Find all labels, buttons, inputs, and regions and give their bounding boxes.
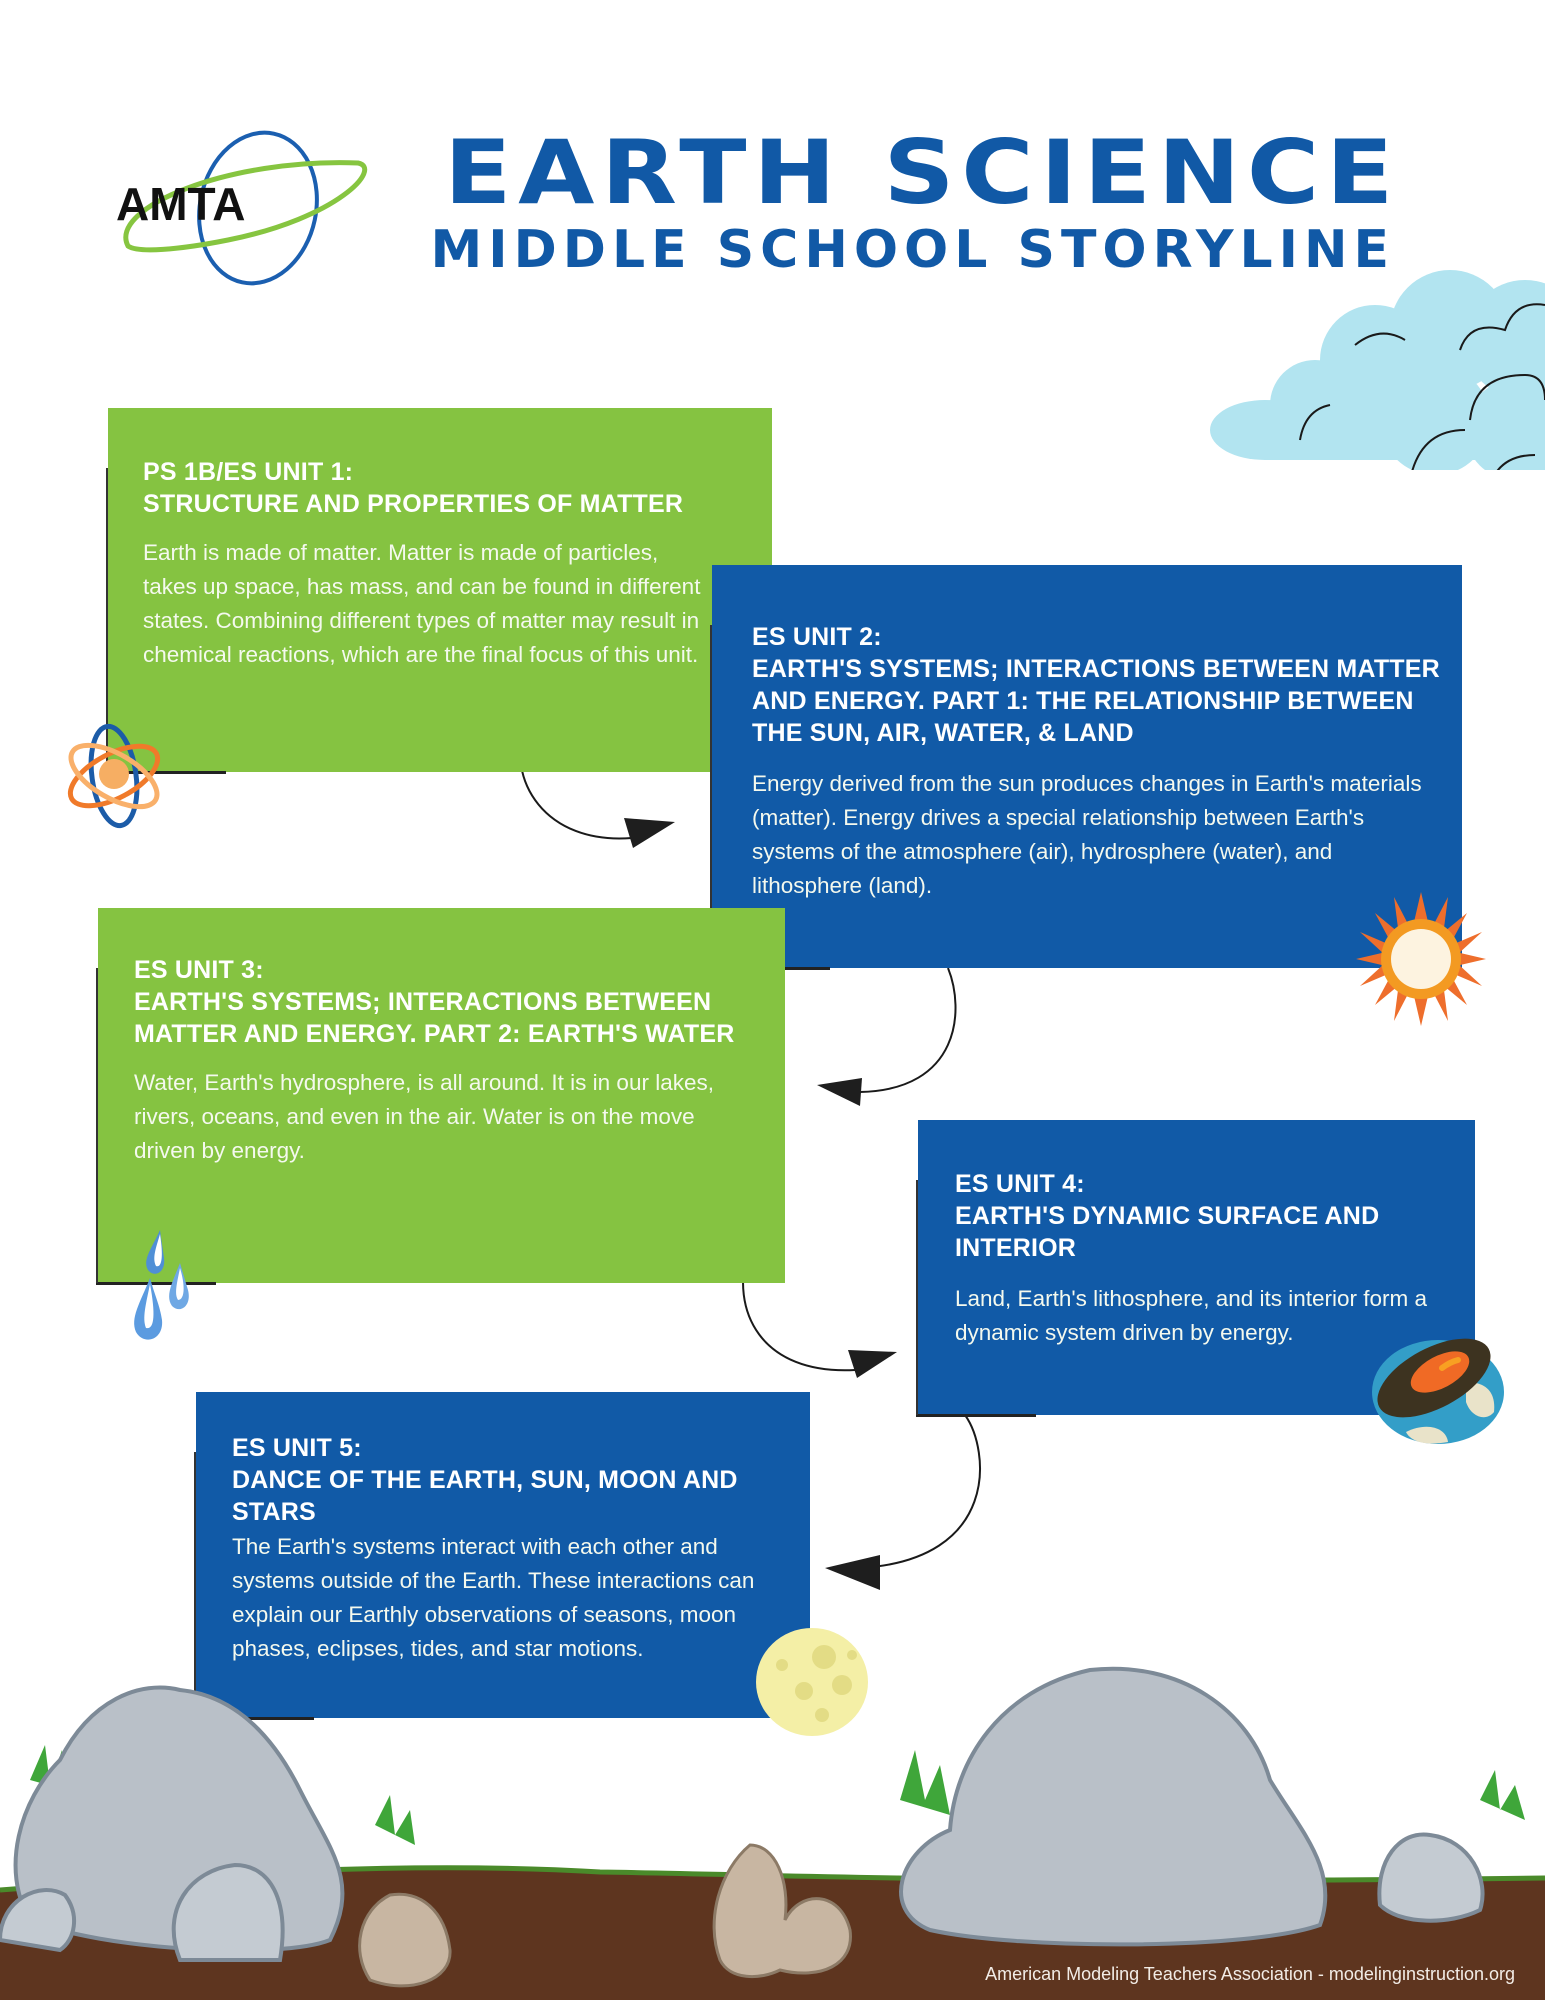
unit-title: EARTH'S SYSTEMS; INTERACTIONS BETWEEN MATTER AND ENERGY. PART 2: EARTH'S WATER bbox=[134, 988, 735, 1048]
unit-label: ES UNIT 5: bbox=[232, 1434, 362, 1462]
box-edge bbox=[96, 968, 98, 1283]
page-subtitle: MIDDLE SCHOOL STORYLINE bbox=[430, 220, 1395, 280]
unit-title: DANCE OF THE EARTH, SUN, MOON AND STARS bbox=[232, 1466, 738, 1526]
unit-title: STRUCTURE AND PROPERTIES OF MATTER bbox=[143, 490, 684, 518]
page-title: EARTH SCIENCE bbox=[444, 121, 1400, 224]
sun-icon bbox=[1356, 892, 1486, 1026]
footer-credit: American Modeling Teachers Association - modelinginstruction.org bbox=[985, 1964, 1515, 1984]
unit-label: ES UNIT 3: bbox=[134, 956, 264, 984]
unit-description: Land, Earth's lithosphere, and its interior form a dynamic system driven by energy. bbox=[955, 1286, 1428, 1345]
ground-scene bbox=[0, 1650, 1545, 2000]
unit-title: EARTH'S SYSTEMS; INTERACTIONS BETWEEN MATTER AND ENERGY. PART 1: THE RELATIONSHIP BETWEEN THE SUN, AIR, WATER, & LAND bbox=[752, 655, 1440, 747]
unit-label: ES UNIT 4: bbox=[955, 1170, 1085, 1198]
unit-card-3 bbox=[98, 908, 785, 1283]
unit-card-2 bbox=[712, 565, 1462, 968]
unit-label: PS 1B/ES UNIT 1: bbox=[143, 458, 354, 486]
box-edge bbox=[916, 1180, 918, 1415]
unit-description: Energy derived from the sun produces changes in Earth's materials (matter). Energy drives a special relationship between Earth's systems of the atmosphere (air), hydrosphere (water), and lithosphere (land). bbox=[752, 771, 1422, 898]
unit-title: EARTH'S DYNAMIC SURFACE AND INTERIOR bbox=[955, 1202, 1380, 1262]
unit-label: ES UNIT 2: bbox=[752, 623, 882, 651]
box-edge bbox=[916, 1414, 1036, 1417]
water-drops-icon bbox=[130, 1228, 205, 1346]
atom-icon bbox=[62, 718, 172, 830]
unit-card-1 bbox=[108, 408, 772, 772]
unit-description: The Earth's systems interact with each other and systems outside of the Earth. These interactions can explain our Earthly observations of seasons, moon phases, eclipses, tides, and star motions. bbox=[232, 1534, 755, 1661]
svg-text:AMTA: AMTA bbox=[116, 178, 246, 230]
unit-description: Earth is made of matter. Matter is made of particles, takes up space, has mass, and can be found in different states. Combining different types of matter may result in chemical reactions, which are the final focus of this unit. bbox=[143, 540, 701, 667]
earth-layers-icon bbox=[1366, 1322, 1506, 1446]
unit-description: Water, Earth's hydrosphere, is all around. It is in our lakes, rivers, oceans, and even in the air. Water is on the move driven by energy. bbox=[134, 1070, 714, 1163]
